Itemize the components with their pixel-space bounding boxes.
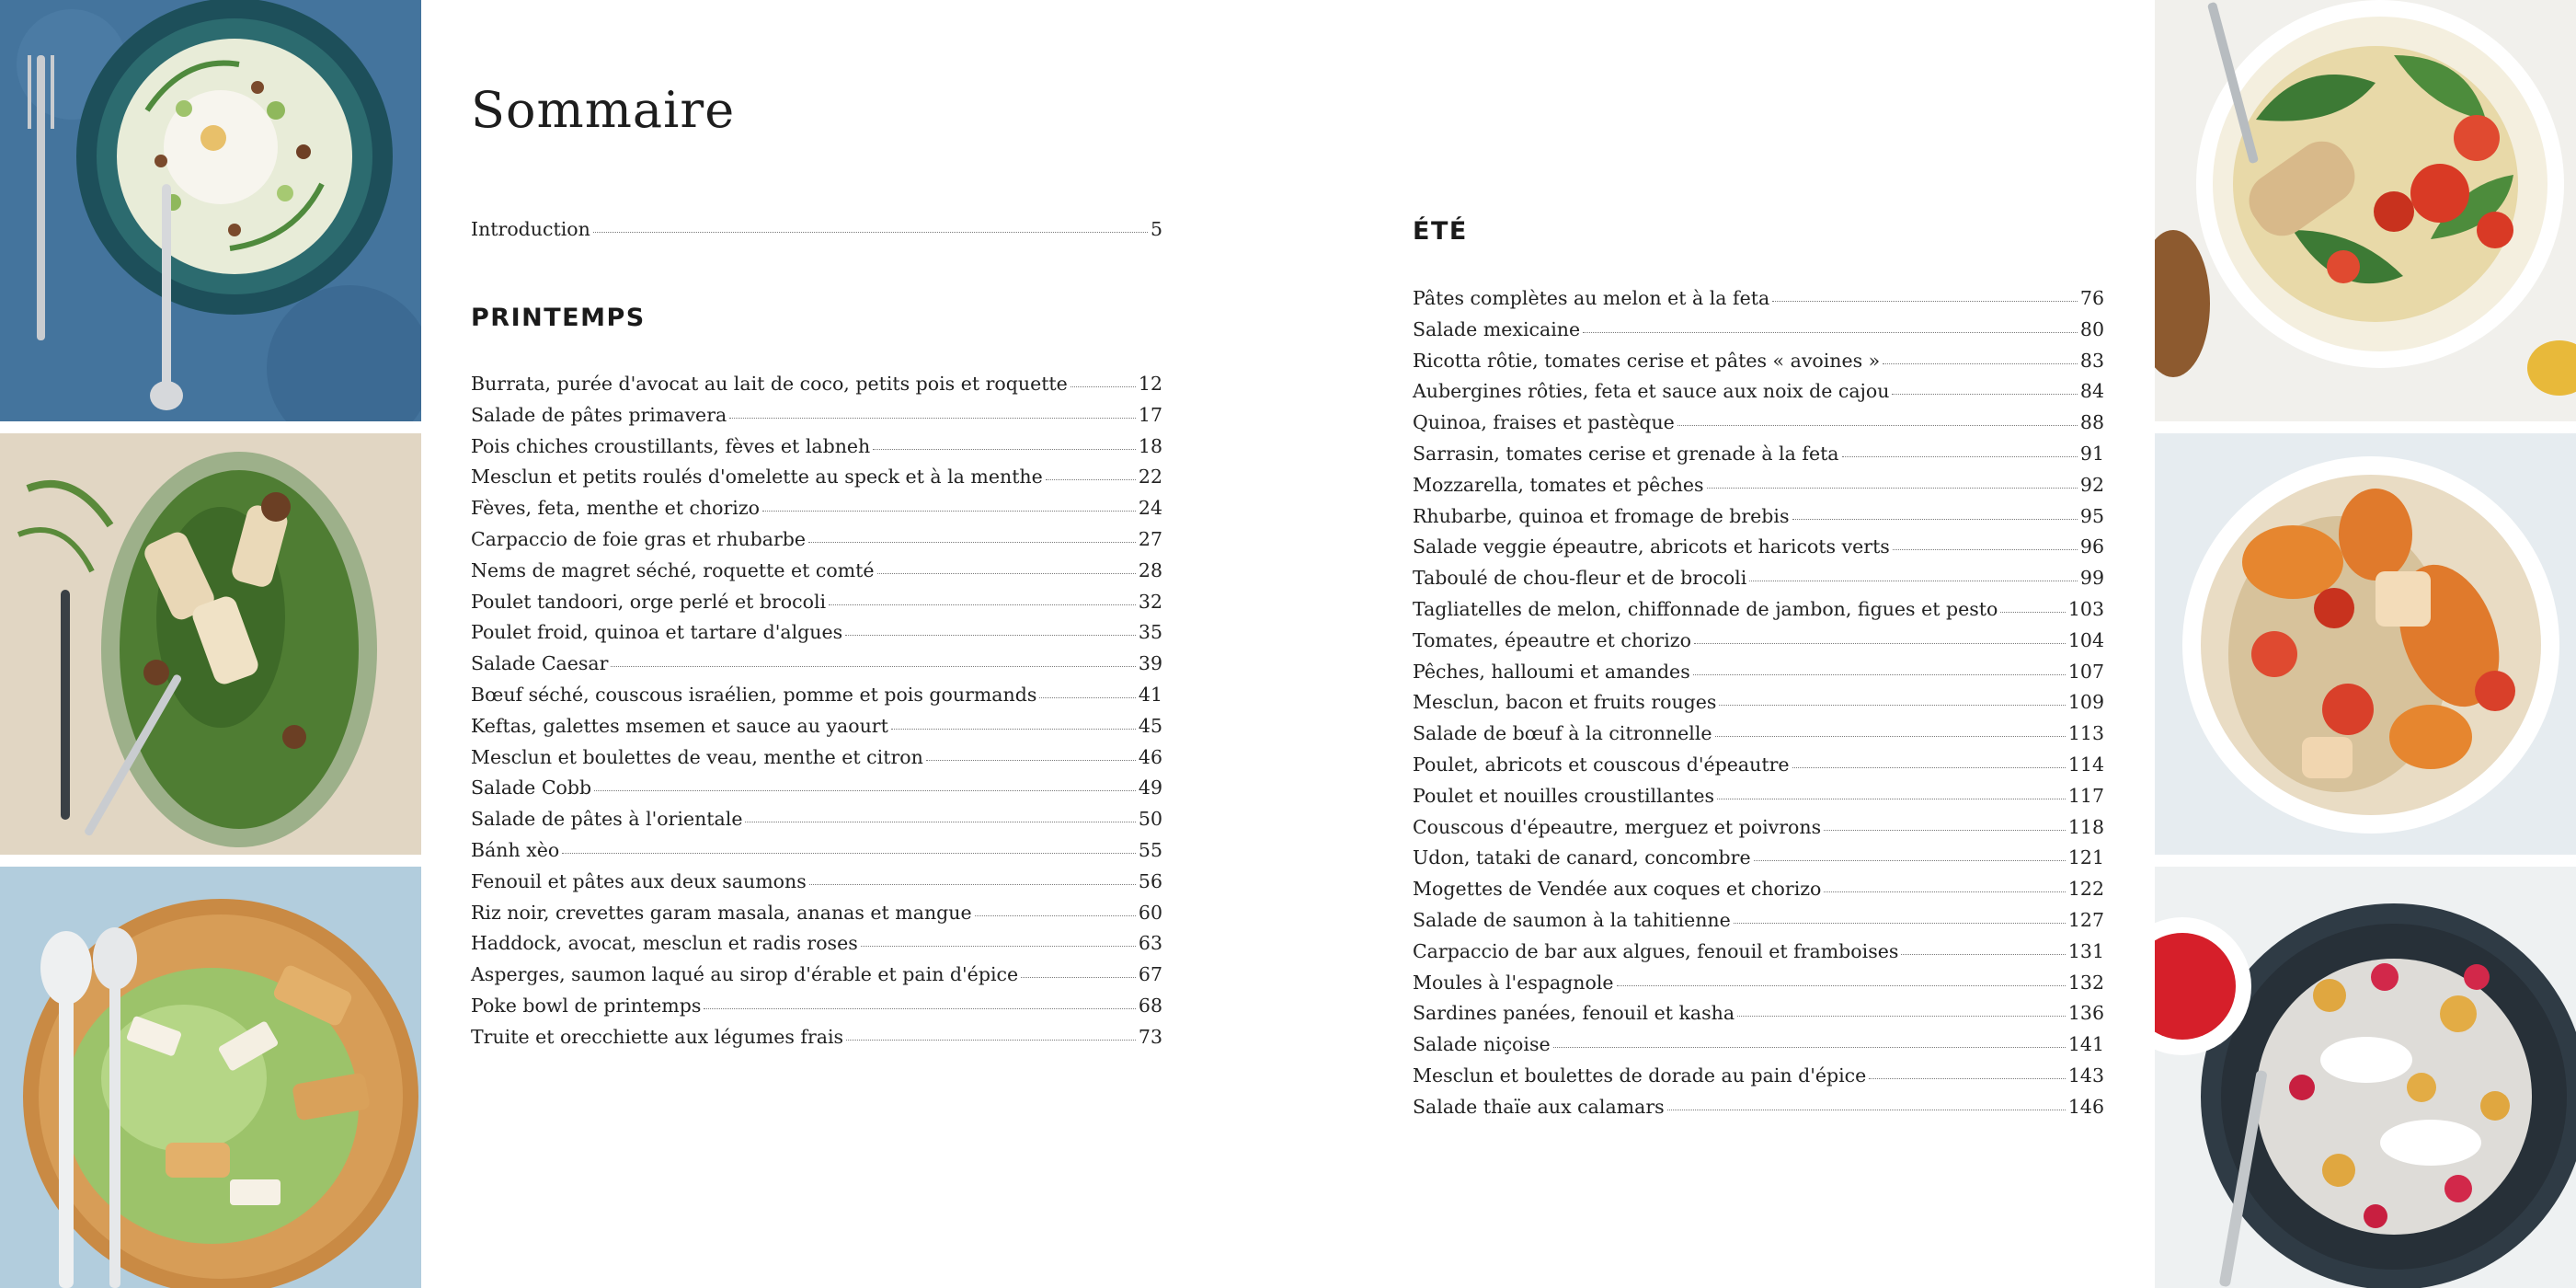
toc-entry-page: 136 — [2067, 1002, 2104, 1025]
toc-entry-page: 146 — [2067, 1095, 2104, 1118]
dotted-leader — [1883, 363, 2078, 364]
toc-entry-page: 32 — [1138, 590, 1162, 613]
toc-entry[interactable] — [1413, 968, 2104, 999]
toc-entry-title: Salade de pâtes à l'orientale — [471, 808, 743, 831]
section-heading-printemps: PRINTEMPS — [471, 304, 646, 332]
photo-burrata-bowl — [0, 0, 421, 421]
dotted-leader — [1869, 1078, 2066, 1079]
toc-entry-page: 92 — [2079, 473, 2104, 496]
toc-entry[interactable] — [1413, 843, 2104, 874]
toc-entry-page: 24 — [1138, 497, 1162, 520]
toc-entry[interactable] — [471, 835, 1162, 867]
toc-entry-title: Salade veggie épeautre, abricots et haricots verts — [1413, 535, 1890, 558]
toc-entry-title: Salade Caesar — [471, 652, 609, 675]
toc-entry[interactable] — [1413, 439, 2104, 470]
toc-entry-page: 67 — [1138, 963, 1162, 986]
toc-entry[interactable] — [1413, 532, 2104, 563]
dotted-leader — [1792, 519, 2078, 520]
toc-entry-page: 114 — [2067, 753, 2104, 776]
toc-entry-title: Keftas, galettes msemen et sauce au yaourt — [471, 714, 888, 737]
toc-entry-title: Sarrasin, tomates cerise et grenade à la feta — [1413, 442, 1839, 465]
toc-entry[interactable] — [471, 369, 1162, 400]
toc-entry[interactable] — [471, 556, 1162, 587]
toc-entry-title: Fèves, feta, menthe et chorizo — [471, 497, 760, 520]
toc-entry-page: 84 — [2079, 380, 2104, 403]
toc-entry-page: 96 — [2079, 535, 2104, 558]
toc-entry-title: Salade mexicaine — [1413, 317, 1581, 340]
toc-entry[interactable] — [471, 773, 1162, 804]
dotted-leader — [704, 1008, 1136, 1009]
toc-entry[interactable] — [471, 431, 1162, 463]
dotted-leader — [594, 790, 1136, 791]
dotted-leader — [1719, 705, 2065, 706]
toc-entry-page: 18 — [1138, 434, 1162, 457]
dotted-leader — [873, 449, 1136, 450]
toc-entry-title: Bœuf séché, couscous israélien, pomme et pois gourmands — [471, 683, 1037, 706]
toc-list-printemps — [471, 369, 1162, 1053]
photo-caesar-plate — [0, 867, 421, 1288]
toc-entry[interactable] — [471, 898, 1162, 929]
toc-entry-page: 117 — [2067, 784, 2104, 807]
toc-entry[interactable] — [1413, 905, 2104, 937]
toc-entry-page: 91 — [2079, 442, 2104, 465]
dotted-leader — [2000, 612, 2066, 613]
toc-entry-page: 27 — [1138, 527, 1162, 550]
toc-entry[interactable] — [1413, 1029, 2104, 1061]
toc-entry-page: 122 — [2067, 878, 2104, 901]
dotted-leader — [1583, 332, 2078, 333]
toc-entry[interactable] — [471, 400, 1162, 431]
toc-entry-introduction[interactable] — [471, 214, 1162, 246]
toc-entry-title: Udon, tataki de canard, concombre — [1413, 846, 1751, 869]
toc-entry-title: Pois chiches croustillants, fèves et labneh — [471, 434, 871, 457]
toc-entry-title: Tomates, épeautre et chorizo — [1413, 628, 1691, 651]
toc-entry-title: Truite et orecchiette aux légumes frais — [471, 1025, 844, 1048]
toc-entry-title: Salade Cobb — [471, 776, 592, 799]
dotted-leader — [1842, 456, 2078, 457]
toc-entry-title: Salade thaïe aux calamars — [1413, 1095, 1665, 1118]
dotted-leader — [1694, 643, 2066, 644]
toc-entry-title: Riz noir, crevettes garam masala, ananas et mangue — [471, 901, 972, 924]
toc-entry-title: Nems de magret séché, roquette et comté — [471, 558, 875, 581]
toc-entry-page: 83 — [2079, 349, 2104, 372]
toc-entry-page: 17 — [1138, 403, 1162, 426]
dotted-leader — [1892, 394, 2077, 395]
toc-entry[interactable] — [1413, 937, 2104, 968]
dotted-leader — [1046, 479, 1136, 480]
toc-entry-page: 99 — [2079, 567, 2104, 590]
toc-entry-page: 95 — [2079, 504, 2104, 527]
right-photo-column — [2155, 0, 2576, 1288]
toc-entry-title: Introduction — [471, 218, 590, 240]
toc-entry-page: 63 — [1138, 932, 1162, 955]
toc-entry-title: Mozzarella, tomates et pêches — [1413, 473, 1704, 496]
toc-entry-title: Tagliatelles de melon, chiffonnade de jambon, figues et pesto — [1413, 597, 1998, 620]
toc-entry-title: Carpaccio de foie gras et rhubarbe — [471, 527, 807, 550]
toc-entry-title: Pêches, halloumi et amandes — [1413, 660, 1690, 683]
toc-entry[interactable] — [1413, 874, 2104, 905]
toc-entry-page: 131 — [2067, 939, 2104, 962]
toc-entry-page: 76 — [2079, 287, 2104, 309]
dotted-leader — [1893, 549, 2078, 550]
toc-entry-page: 60 — [1138, 901, 1162, 924]
toc-entry-page: 88 — [2079, 411, 2104, 434]
dotted-leader — [877, 573, 1136, 574]
photo-nems-salad — [0, 433, 421, 855]
toc-entry-title: Ricotta rôtie, tomates cerise et pâtes « avoines » — [1413, 349, 1881, 372]
toc-entry[interactable] — [1413, 501, 2104, 533]
toc-entry[interactable] — [471, 711, 1162, 742]
toc-entry-page: 5 — [1150, 218, 1162, 240]
dotted-leader — [1707, 488, 2078, 489]
toc-entry[interactable] — [1413, 283, 2104, 315]
toc-entry[interactable] — [471, 493, 1162, 524]
toc-entry[interactable] — [471, 991, 1162, 1022]
dotted-leader — [1070, 386, 1136, 387]
dotted-leader — [1754, 860, 2066, 861]
toc-entry-page: 113 — [2067, 722, 2104, 745]
toc-entry-page: 143 — [2067, 1064, 2104, 1087]
toc-entry-title: Carpaccio de bar aux algues, fenouil et framboises — [1413, 939, 1899, 962]
dotted-leader — [1901, 954, 2065, 955]
toc-entry-page: 118 — [2067, 815, 2104, 838]
toc-entry-title: Salade niçoise — [1413, 1033, 1551, 1056]
dotted-leader — [846, 1040, 1136, 1041]
toc-entry-title: Poulet, abricots et couscous d'épeautre — [1413, 753, 1790, 776]
toc-entry-title: Mesclun et boulettes de dorade au pain d'épice — [1413, 1064, 1867, 1087]
photo-peaches-halloumi-bowl — [2155, 433, 2576, 855]
toc-entry-title: Quinoa, fraises et pastèque — [1413, 411, 1675, 434]
toc-entry[interactable] — [1413, 781, 2104, 812]
toc-entry-page: 55 — [1138, 838, 1162, 861]
toc-entry[interactable] — [1413, 1092, 2104, 1123]
toc-entry[interactable] — [471, 867, 1162, 898]
toc-entry[interactable] — [1413, 750, 2104, 781]
toc-entry-title: Poulet froid, quinoa et tartare d'algues — [471, 621, 843, 644]
toc-entry-page: 46 — [1138, 745, 1162, 768]
toc-entry[interactable] — [471, 649, 1162, 680]
toc-entry-page: 68 — [1138, 994, 1162, 1017]
dotted-leader — [926, 760, 1136, 761]
toc-entry-page: 39 — [1138, 652, 1162, 675]
dotted-leader — [845, 635, 1136, 636]
toc-entry[interactable] — [1413, 594, 2104, 626]
toc-entry[interactable] — [1413, 315, 2104, 346]
photo-melon-pasta-bowl — [2155, 0, 2576, 421]
dotted-leader — [1772, 301, 2078, 302]
toc-entry-title: Mesclun, bacon et fruits rouges — [1413, 691, 1717, 714]
toc-entry[interactable] — [1413, 998, 2104, 1029]
dotted-leader — [861, 946, 1136, 947]
toc-entry[interactable] — [471, 587, 1162, 618]
toc-entry[interactable] — [1413, 657, 2104, 688]
dotted-leader — [1021, 977, 1136, 978]
toc-entry-page: 121 — [2067, 846, 2104, 869]
toc-entry[interactable] — [471, 524, 1162, 556]
toc-entry-title: Mesclun et boulettes de veau, menthe et citron — [471, 745, 923, 768]
dotted-leader — [729, 418, 1136, 419]
toc-entry-page: 35 — [1138, 621, 1162, 644]
toc-entry-title: Mesclun et petits roulés d'omelette au speck et à la menthe — [471, 466, 1043, 489]
dotted-leader — [593, 232, 1148, 233]
toc-entry-page: 28 — [1138, 558, 1162, 581]
toc-entry-title: Sardines panées, fenouil et kasha — [1413, 1002, 1735, 1025]
toc-entry[interactable] — [1413, 346, 2104, 377]
toc-entry-page: 50 — [1138, 808, 1162, 831]
dotted-leader — [809, 884, 1136, 885]
toc-entry-page: 127 — [2067, 908, 2104, 931]
dotted-leader — [1824, 830, 2066, 831]
photo-carpaccio-plate — [2155, 867, 2576, 1288]
toc-list-ete — [1413, 283, 2104, 1123]
toc-entry[interactable] — [1413, 470, 2104, 501]
toc-entry-page: 49 — [1138, 776, 1162, 799]
toc-entry-title: Moules à l'espagnole — [1413, 971, 1614, 994]
toc-entry[interactable] — [1413, 563, 2104, 594]
toc-entry-title: Taboulé de chou-fleur et de brocoli — [1413, 567, 1747, 590]
toc-entry-page: 80 — [2079, 317, 2104, 340]
toc-entry-title: Rhubarbe, quinoa et fromage de brebis — [1413, 504, 1790, 527]
toc-entry[interactable] — [1413, 719, 2104, 750]
toc-entry[interactable] — [471, 680, 1162, 711]
toc-entry-title: Couscous d'épeautre, merguez et poivrons — [1413, 815, 1822, 838]
toc-entry-title: Mogettes de Vendée aux coques et chorizo — [1413, 878, 1822, 901]
toc-entry[interactable] — [471, 617, 1162, 649]
toc-entry-page: 107 — [2067, 660, 2104, 683]
toc-entry[interactable] — [1413, 376, 2104, 408]
dotted-leader — [808, 542, 1136, 543]
dotted-leader — [562, 853, 1136, 854]
dotted-leader — [1824, 891, 2065, 892]
toc-entry-page: 56 — [1138, 869, 1162, 892]
toc-entry-title: Poulet tandoori, orge perlé et brocoli — [471, 590, 827, 613]
dotted-leader — [1617, 985, 2066, 986]
toc-entry[interactable] — [471, 742, 1162, 774]
toc-entry[interactable] — [1413, 1061, 2104, 1092]
toc-entry-page: 109 — [2067, 691, 2104, 714]
toc-entry-title: Haddock, avocat, mesclun et radis roses — [471, 932, 858, 955]
toc-entry-title: Salade de saumon à la tahitienne — [1413, 908, 1731, 931]
toc-entry[interactable] — [471, 928, 1162, 960]
toc-entry-page: 141 — [2067, 1033, 2104, 1056]
toc-entry-title: Salade de pâtes primavera — [471, 403, 727, 426]
dotted-leader — [975, 915, 1136, 916]
dotted-leader — [1715, 736, 2066, 737]
dotted-leader — [1039, 697, 1136, 698]
dotted-leader — [1737, 1016, 2066, 1017]
toc-entry[interactable] — [471, 462, 1162, 493]
toc-entry-title: Pâtes complètes au melon et à la feta — [1413, 287, 1770, 309]
dotted-leader — [891, 729, 1136, 730]
toc-entry-page: 73 — [1138, 1025, 1162, 1048]
toc-entry-title: Asperges, saumon laqué au sirop d'érable et pain d'épice — [471, 963, 1019, 986]
dotted-leader — [829, 604, 1136, 605]
toc-entry-title: Poulet et nouilles croustillantes — [1413, 784, 1714, 807]
dotted-leader — [611, 666, 1136, 667]
toc-entry[interactable] — [471, 960, 1162, 991]
dotted-leader — [762, 511, 1136, 512]
dotted-leader — [1734, 923, 2066, 924]
toc-entry-page: 45 — [1138, 714, 1162, 737]
page-title: Sommaire — [471, 81, 736, 139]
toc-entry[interactable] — [1413, 626, 2104, 657]
toc-entry-page: 132 — [2067, 971, 2104, 994]
toc-entry-title: Poke bowl de printemps — [471, 994, 702, 1017]
toc-entry-page: 104 — [2067, 628, 2104, 651]
toc-entry-title: Fenouil et pâtes aux deux saumons — [471, 869, 807, 892]
dotted-leader — [1693, 674, 2066, 675]
toc-entry-page: 12 — [1138, 373, 1162, 395]
dotted-leader — [1553, 1047, 2066, 1048]
toc-entry-page: 41 — [1138, 683, 1162, 706]
toc-entry-title: Aubergines rôties, feta et sauce aux noix de cajou — [1413, 380, 1890, 403]
section-heading-ete: ÉTÉ — [1413, 217, 1468, 246]
toc-entry[interactable] — [1413, 687, 2104, 719]
toc-entry-title: Salade de bœuf à la citronnelle — [1413, 722, 1712, 745]
toc-entry[interactable] — [471, 1022, 1162, 1053]
left-photo-column — [0, 0, 421, 1288]
toc-entry-page: 103 — [2067, 597, 2104, 620]
dotted-leader — [1677, 425, 2078, 426]
toc-entry[interactable] — [471, 804, 1162, 835]
toc-entry-page: 22 — [1138, 466, 1162, 489]
toc-entry[interactable] — [1413, 408, 2104, 439]
toc-entry-title: Burrata, purée d'avocat au lait de coco, petits pois et roquette — [471, 373, 1068, 395]
toc-entry-title: Bánh xèo — [471, 838, 560, 861]
dotted-leader — [1792, 767, 2066, 768]
toc-entry[interactable] — [1413, 812, 2104, 844]
